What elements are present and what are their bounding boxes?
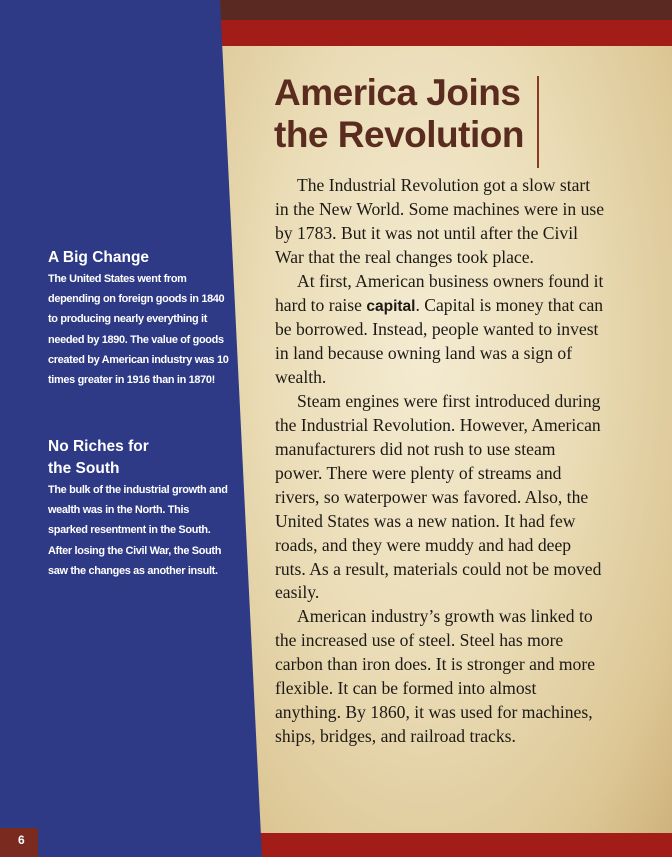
top-band-red (220, 20, 672, 46)
paragraph: The Industrial Revolution got a slow start in the New World. Some machines were in use by 1783. But it was not until after the Civil War that the real changes took place. (275, 175, 605, 267)
page-number: 6 (18, 833, 25, 847)
sidebar-heading: A Big Change (48, 249, 150, 266)
paragraph-text: . Capital is money that can be borrowed. Instead, people wanted to invest in land because owning land was a sign of wealth. (275, 294, 604, 388)
paragraph: Steam engines were first introduced during the Industrial Revolution. However, American manufacturers did not rush to use steam power. There were plenty of streams and rivers, so waterpower was favored. Also, the United States was a new nation. It had few roads, and they were muddy and had deep ruts. As a result, materials could not be moved easily. (275, 391, 602, 603)
sidebar-panel (0, 0, 262, 857)
title-divider (537, 76, 539, 168)
sidebar-body: The bulk of the industrial growth and wealth was in the North. This sparked resentment in the South. After losing the Civil War, the South saw the changes as another insult. (48, 484, 228, 577)
sidebar-body: The United States went from depending on foreign goods in 1840 to producing nearly everything it needed by 1890. The value of goods created by American industry was 10 times greater in 1916 than in 1870! (48, 273, 229, 387)
paragraph: American industry’s growth was linked to the increased use of steel. Steel has more carbon than iron does. It is stronger and more flexible. It can be formed into almost anything. By 1860, it was used for machines, ships, bridges, and railroad tracks. (275, 606, 596, 746)
sidebar-section-big-change (48, 247, 238, 390)
paragraph (275, 270, 605, 391)
sidebar-heading (48, 436, 238, 480)
page-title-line1: America Joins (274, 72, 521, 113)
page-title (274, 72, 524, 156)
sidebar-heading-line1: No Riches for (48, 438, 149, 455)
top-band-brown (220, 0, 672, 20)
sidebar-heading-line2: the South (48, 460, 120, 477)
article-body (275, 174, 605, 749)
vocab-word: capital (366, 297, 416, 315)
paragraph-text: At first, American business owners found it hard to raise (275, 270, 604, 315)
page-title-line2: the Revolution (274, 114, 524, 155)
bottom-band-red (250, 833, 672, 857)
sidebar-section-no-riches (48, 436, 238, 581)
